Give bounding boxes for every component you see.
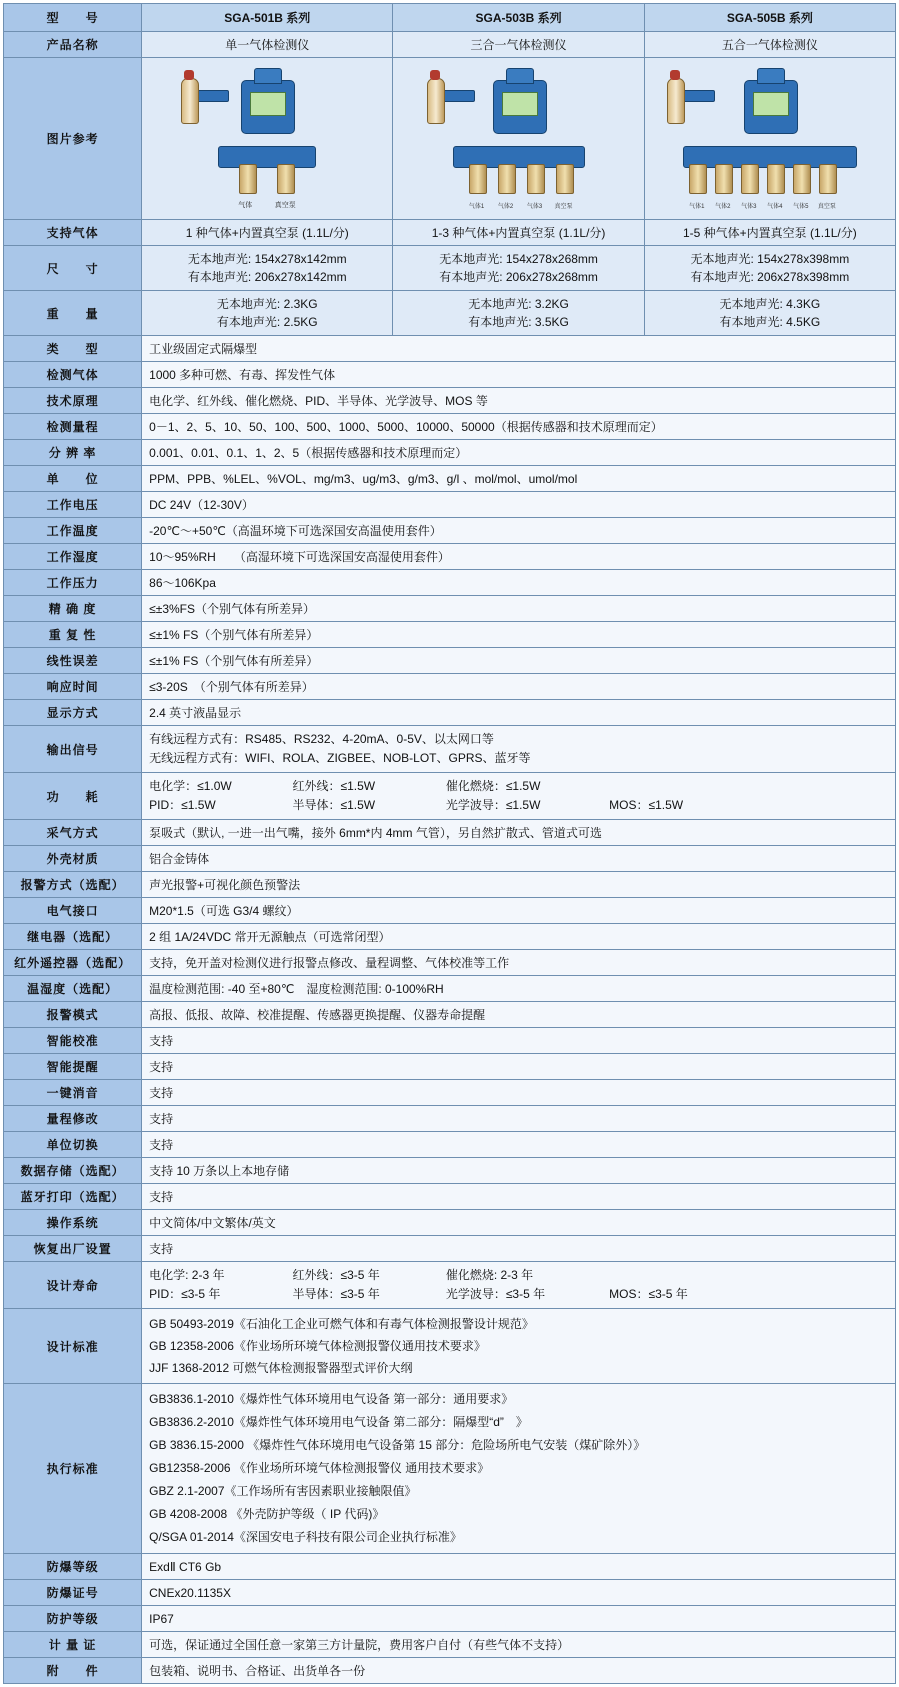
table-row — [4, 898, 896, 924]
pressure-value: 86～106Kpa — [142, 570, 896, 596]
data-storage-value: 支持 10 万条以上本地存储 — [142, 1158, 896, 1184]
smart-remind-value: 支持 — [142, 1054, 896, 1080]
column-header-1: SGA-501B 系列 — [142, 4, 393, 32]
table-row — [4, 466, 896, 492]
temperature-value: -20℃～+50℃（高温环境下可选深国安高温使用套件） — [142, 518, 896, 544]
table-row — [4, 700, 896, 726]
table-row — [4, 773, 896, 820]
size-1-line1: 无本地声光: 154x278x142mm — [187, 252, 347, 266]
sampling-value: 泵吸式（默认, 一进一出气嘴，接外 6mm*内 4mm 气管），另自然扩散式、管道式可选 — [142, 820, 896, 846]
size-3 — [644, 246, 895, 291]
device-label-gas: 气体 — [238, 202, 253, 209]
row-label-detect-gas: 检测气体 — [4, 362, 142, 388]
size-1-line2: 有本地声光: 206x278x142mm — [187, 270, 347, 284]
row-label-one-key-mute: 一键消音 — [4, 1080, 142, 1106]
display-value: 2.4 英寸液晶显示 — [142, 700, 896, 726]
weight-3-line2: 有本地声光: 4.5KG — [719, 315, 821, 329]
device-label-pump: 真空泵 — [817, 204, 836, 210]
exec-standard-line-5: GBZ 2.1-2007《工作场所有害因素职业接触限值》 — [149, 1484, 417, 1498]
device-image-2 — [393, 58, 644, 220]
exec-standard-value — [142, 1384, 896, 1554]
design-standard-value — [142, 1309, 896, 1384]
lifetime-line-2 — [149, 1285, 888, 1304]
table-row — [4, 544, 896, 570]
range-value: 0－1、2、5、10、50、100、500、1000、5000、10000、50000（根据传感器和技术原理而定） — [142, 414, 896, 440]
table-row — [4, 388, 896, 414]
table-row — [4, 4, 896, 32]
exec-standard-line-3: GB 3836.15-2000 《爆炸性气体环境用电气设备第 15 部分：危险场所电气安装（煤矿除外）》 — [149, 1438, 646, 1452]
table-row — [4, 492, 896, 518]
smart-cal-value: 支持 — [142, 1028, 896, 1054]
weight-2 — [393, 291, 644, 336]
row-label-linear: 线性误差 — [4, 648, 142, 674]
table-row — [4, 976, 896, 1002]
table-row — [4, 1002, 896, 1028]
accuracy-value: ≤±3%FS（个别气体有所差异） — [142, 596, 896, 622]
row-label-bluetooth-print: 蓝牙打印（选配） — [4, 1184, 142, 1210]
size-2-line1: 无本地声光: 154x278x268mm — [439, 252, 598, 266]
row-label-pressure: 工作压力 — [4, 570, 142, 596]
row-label-repeat: 重 复 性 — [4, 622, 142, 648]
support-gas-1: 1 种气体+内置真空泵 (1.1L/分) — [142, 220, 393, 246]
lifetime-pid: PID：≤3-5 年 — [149, 1287, 221, 1301]
device-label-gas-3: 气体3 — [526, 204, 543, 210]
type-value: 工业级固定式隔爆型 — [142, 336, 896, 362]
linear-value: ≤±1% FS（个别气体有所差异） — [142, 648, 896, 674]
power-infrared: 红外线：≤1.5W — [292, 779, 376, 793]
spec-sheet — [0, 3, 899, 1684]
table-row — [4, 1210, 896, 1236]
column-header-3: SGA-505B 系列 — [644, 4, 895, 32]
table-row-images — [4, 58, 896, 220]
row-label-temperature: 工作温度 — [4, 518, 142, 544]
power-electrochemical: 电化学：≤1.0W — [149, 779, 232, 793]
weight-3 — [644, 291, 895, 336]
table-row — [4, 291, 896, 336]
bluetooth-print-value: 支持 — [142, 1184, 896, 1210]
row-label-output: 输出信号 — [4, 726, 142, 773]
table-row — [4, 32, 896, 58]
temp-hum-opt-value: 温度检测范围: -40 至+80℃ 湿度检测范围: 0-100%RH — [142, 976, 896, 1002]
table-row — [4, 1262, 896, 1309]
lifetime-catalytic: 催化燃烧: 2-3 年 — [445, 1268, 534, 1282]
table-row — [4, 1554, 896, 1580]
table-row — [4, 924, 896, 950]
unit-switch-value: 支持 — [142, 1132, 896, 1158]
row-label-electric-interface: 电气接口 — [4, 898, 142, 924]
row-label-relay: 继电器（选配） — [4, 924, 142, 950]
exec-standard-line-4: GB12358-2006 《作业场所环境气体检测报警仪 通用技术要求》 — [149, 1461, 490, 1475]
specification-table — [3, 3, 896, 1684]
exec-standard-line-7: Q/SGA 01-2014《深国安电子科技有限公司企业执行标准》 — [149, 1530, 462, 1544]
table-row — [4, 1080, 896, 1106]
humidity-value: 10～95%RH （高湿环境下可选深国安高湿使用套件） — [142, 544, 896, 570]
exec-standard-line-1: GB3836.1-2010《爆炸性气体环境用电气设备 第一部分：通用要求》 — [149, 1392, 514, 1406]
row-label-response: 响应时间 — [4, 674, 142, 700]
table-row — [4, 518, 896, 544]
row-label-voltage: 工作电压 — [4, 492, 142, 518]
weight-2-line1: 无本地声光: 3.2KG — [468, 297, 569, 311]
row-label-accuracy: 精 确 度 — [4, 596, 142, 622]
table-row — [4, 1054, 896, 1080]
row-label-sampling: 采气方式 — [4, 820, 142, 846]
table-row — [4, 414, 896, 440]
alarm-mode-opt-value: 声光报警+可视化颜色预警法 — [142, 872, 896, 898]
size-2 — [393, 246, 644, 291]
power-pid: PID：≤1.5W — [149, 798, 216, 812]
product-name-1: 单一气体检测仪 — [142, 32, 393, 58]
device-drawing-3-gas — [419, 62, 619, 212]
row-label-ex-cert: 防爆证号 — [4, 1580, 142, 1606]
unit-value: PPM、PPB、%LEL、%VOL、mg/m3、ug/m3、g/m3、g/l 、mol/mol、umol/mol — [142, 466, 896, 492]
output-line-1: 有线远程方式有：RS485、RS232、4-20mA、0-5V、以太网口等 — [149, 732, 494, 746]
output-value — [142, 726, 896, 773]
row-label-shell: 外壳材质 — [4, 846, 142, 872]
weight-2-line2: 有本地声光: 3.5KG — [468, 315, 569, 329]
lifetime-value — [142, 1262, 896, 1309]
power-mos: MOS：≤1.5W — [609, 798, 684, 812]
device-image-3 — [644, 58, 895, 220]
electric-interface-value: M20*1.5（可选 G3/4 螺纹） — [142, 898, 896, 924]
detect-gas-value: 1000 多种可燃、有毒、挥发性气体 — [142, 362, 896, 388]
table-row — [4, 246, 896, 291]
table-row — [4, 596, 896, 622]
row-label-unit-switch: 单位切换 — [4, 1132, 142, 1158]
row-label-display: 显示方式 — [4, 700, 142, 726]
lifetime-semiconductor: 半导体：≤3-5 年 — [292, 1287, 380, 1301]
device-label-gas-2: 气体2 — [715, 204, 731, 210]
row-label-alarm-mode-opt: 报警方式（选配） — [4, 872, 142, 898]
resolution-value: 0.001、0.01、0.1、1、2、5（根据传感器和技术原理而定） — [142, 440, 896, 466]
product-name-2: 三合一气体检测仪 — [393, 32, 644, 58]
table-row — [4, 570, 896, 596]
row-label-remote: 红外遥控器（选配） — [4, 950, 142, 976]
power-value — [142, 773, 896, 820]
table-row — [4, 622, 896, 648]
table-row — [4, 1580, 896, 1606]
output-line-2: 无线远程方式有：WIFI、ROLA、ZIGBEE、NOB-LOT、GPRS、蓝牙等 — [149, 751, 531, 765]
table-row — [4, 872, 896, 898]
row-label-metrology: 计 量 证 — [4, 1632, 142, 1658]
table-row — [4, 1236, 896, 1262]
voltage-value: DC 24V（12-30V） — [142, 492, 896, 518]
row-label-power: 功 耗 — [4, 773, 142, 820]
table-row — [4, 1158, 896, 1184]
device-label-pump: 真空泵 — [274, 202, 296, 209]
row-label-accessory: 附 件 — [4, 1658, 142, 1684]
table-row — [4, 1632, 896, 1658]
one-key-mute-value: 支持 — [142, 1080, 896, 1106]
factory-reset-value: 支持 — [142, 1236, 896, 1262]
accessory-value: 包装箱、说明书、合格证、出货单各一份 — [142, 1658, 896, 1684]
table-row — [4, 1384, 896, 1554]
device-drawing-1-gas — [167, 62, 367, 212]
row-label-design-standard: 设计标准 — [4, 1309, 142, 1384]
row-label-ex-grade: 防爆等级 — [4, 1554, 142, 1580]
table-row — [4, 1606, 896, 1632]
ex-cert-value: CNEx20.1135X — [142, 1580, 896, 1606]
weight-3-line1: 无本地声光: 4.3KG — [719, 297, 821, 311]
table-row — [4, 1106, 896, 1132]
device-label-gas-3: 气体3 — [741, 204, 757, 210]
row-label-ip-grade: 防护等级 — [4, 1606, 142, 1632]
table-row — [4, 648, 896, 674]
lifetime-optical: 光学波导：≤3-5 年 — [445, 1287, 546, 1301]
table-row — [4, 1658, 896, 1684]
ip-grade-value: IP67 — [142, 1606, 896, 1632]
lifetime-mos: MOS：≤3-5 年 — [609, 1287, 688, 1301]
row-label-range: 检测量程 — [4, 414, 142, 440]
design-standard-line-2: GB 12358-2006《作业场所环境气体检测报警仪通用技术要求》 — [149, 1339, 486, 1353]
row-label-product-name: 产品名称 — [4, 32, 142, 58]
device-label-gas-1: 气体1 — [468, 204, 485, 210]
os-value: 中文简体/中文繁体/英文 — [142, 1210, 896, 1236]
row-label-humidity: 工作湿度 — [4, 544, 142, 570]
design-standard-line-3: JJF 1368-2012 可燃气体检测报警器型式评价大纲 — [149, 1361, 413, 1375]
row-label-model: 型 号 — [4, 4, 142, 32]
row-label-range-modify: 量程修改 — [4, 1106, 142, 1132]
table-row — [4, 1028, 896, 1054]
weight-1-line1: 无本地声光: 2.3KG — [216, 297, 318, 311]
device-label-gas-1: 气体1 — [689, 204, 705, 210]
table-row — [4, 950, 896, 976]
table-row — [4, 220, 896, 246]
row-label-size: 尺 寸 — [4, 246, 142, 291]
row-label-principle: 技术原理 — [4, 388, 142, 414]
row-label-unit: 单 位 — [4, 466, 142, 492]
row-label-alarm-mode: 报警模式 — [4, 1002, 142, 1028]
device-drawing-5-gas — [655, 62, 885, 212]
power-line-1 — [149, 777, 888, 796]
row-label-smart-cal: 智能校准 — [4, 1028, 142, 1054]
row-label-os: 操作系统 — [4, 1210, 142, 1236]
lifetime-line-1 — [149, 1266, 888, 1285]
row-label-weight: 重 量 — [4, 291, 142, 336]
size-2-line2: 有本地声光: 206x278x268mm — [439, 270, 598, 284]
size-3-line1: 无本地声光: 154x278x398mm — [690, 252, 850, 266]
relay-value: 2 组 1A/24VDC 常开无源触点（可选常闭型） — [142, 924, 896, 950]
device-label-gas-4: 气体4 — [767, 204, 783, 210]
column-header-2: SGA-503B 系列 — [393, 4, 644, 32]
row-label-exec-standard: 执行标准 — [4, 1384, 142, 1554]
row-label-smart-remind: 智能提醒 — [4, 1054, 142, 1080]
table-row — [4, 820, 896, 846]
repeat-value: ≤±1% FS（个别气体有所差异） — [142, 622, 896, 648]
response-value: ≤3-20S （个别气体有所差异） — [142, 674, 896, 700]
lifetime-electrochemical: 电化学: 2-3 年 — [149, 1268, 225, 1282]
weight-1 — [142, 291, 393, 336]
power-optical: 光学波导：≤1.5W — [445, 798, 541, 812]
table-row — [4, 846, 896, 872]
power-line-2 — [149, 796, 888, 815]
support-gas-3: 1-5 种气体+内置真空泵 (1.1L/分) — [644, 220, 895, 246]
table-row — [4, 1309, 896, 1384]
metrology-value: 可选，保证通过全国任意一家第三方计量院，费用客户自付（有些气体不支持） — [142, 1632, 896, 1658]
device-label-pump: 真空泵 — [554, 204, 573, 210]
size-1 — [142, 246, 393, 291]
row-label-support-gas: 支持气体 — [4, 220, 142, 246]
row-label-temp-hum-opt: 温湿度（选配） — [4, 976, 142, 1002]
table-row — [4, 1184, 896, 1210]
table-row — [4, 336, 896, 362]
design-standard-line-1: GB 50493-2019《石油化工企业可燃气体和有毒气体检测报警设计规范》 — [149, 1317, 534, 1331]
table-row — [4, 674, 896, 700]
product-name-3: 五合一气体检测仪 — [644, 32, 895, 58]
shell-value: 铝合金铸体 — [142, 846, 896, 872]
row-label-type: 类 型 — [4, 336, 142, 362]
range-modify-value: 支持 — [142, 1106, 896, 1132]
row-label-image-ref: 图片参考 — [4, 58, 142, 220]
device-label-gas-5: 气体5 — [793, 204, 809, 210]
row-label-data-storage: 数据存储（选配） — [4, 1158, 142, 1184]
lifetime-infrared: 红外线：≤3-5 年 — [292, 1268, 380, 1282]
exec-standard-line-6: GB 4208-2008 《外壳防护等级（ IP 代码)》 — [149, 1507, 385, 1521]
weight-1-line2: 有本地声光: 2.5KG — [216, 315, 318, 329]
table-row — [4, 1132, 896, 1158]
row-label-lifetime: 设计寿命 — [4, 1262, 142, 1309]
alarm-mode-value: 高报、低报、故障、校准提醒、传感器更换提醒、仪器寿命提醒 — [142, 1002, 896, 1028]
power-catalytic: 催化燃烧：≤1.5W — [445, 779, 541, 793]
power-semiconductor: 半导体：≤1.5W — [292, 798, 376, 812]
table-row — [4, 726, 896, 773]
device-image-1 — [142, 58, 393, 220]
table-row — [4, 362, 896, 388]
principle-value: 电化学、红外线、催化燃烧、PID、半导体、光学波导、MOS 等 — [142, 388, 896, 414]
size-3-line2: 有本地声光: 206x278x398mm — [690, 270, 850, 284]
device-label-gas-2: 气体2 — [497, 204, 514, 210]
remote-value: 支持，免开盖对检测仪进行报警点修改、量程调整、气体校准等工作 — [142, 950, 896, 976]
table-row — [4, 440, 896, 466]
ex-grade-value: ExdⅡ CT6 Gb — [142, 1554, 896, 1580]
row-label-factory-reset: 恢复出厂设置 — [4, 1236, 142, 1262]
exec-standard-line-2: GB3836.2-2010《爆炸性气体环境用电气设备 第二部分：隔爆型“d” 》 — [149, 1415, 528, 1429]
row-label-resolution: 分 辨 率 — [4, 440, 142, 466]
support-gas-2: 1-3 种气体+内置真空泵 (1.1L/分) — [393, 220, 644, 246]
